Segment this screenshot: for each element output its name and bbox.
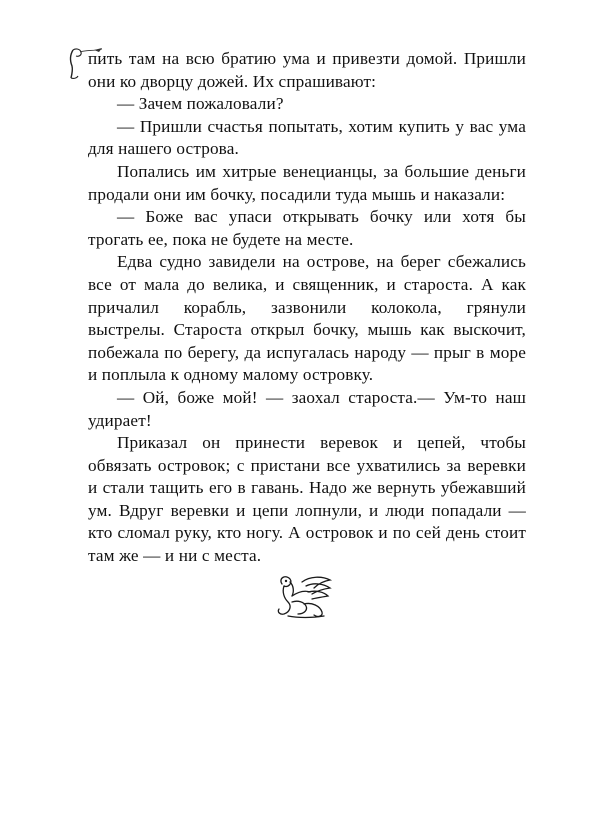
paragraph: пить там на всю братию ума и привезти домой. Пришли они ко дворцу дожей. Их спрашивают: <box>88 49 526 91</box>
paragraph: — Ой, боже мой! — заохал староста.— Ум-то наш удирает! <box>88 387 526 430</box>
paragraph: — Боже вас упаси открывать бочку или хотя бы трогать ее, пока не будете на месте. <box>88 207 526 249</box>
paragraph: — Зачем пожаловали? <box>117 94 284 114</box>
winged-sphinx-tailpiece-icon <box>268 572 338 622</box>
paragraph: Попались им хитрые венецианцы, за большие деньги продали они им бочку, посадили туда мышь и наказали: <box>88 161 526 204</box>
story-text <box>88 48 526 568</box>
paragraph: Едва судно завидели на острове, на берег сбежались все от мала до велика, и священник, и староста. А как причалил корабль, зазвонили колокола, грянули выстрелы. Староста открыл бочку, мышь как выскочит, побежала по берегу, да испугалась народу — прыг в море и поплыла к одному малому островку. <box>88 252 526 385</box>
paragraph: — Пришли счастья попытать, хотим купить у вас ума для нашего острова. <box>88 116 526 159</box>
paragraph: Приказал он принести веревок и цепей, чтобы обвязать островок; с пристани все ухватились за веревки и стали тащить его в гавань. Надо же вернуть убежавший ум. Вдруг веревки и цепи лопнули, и люди попадали — кто сломал руку, кто ногу. А островок и по сей день стоит там же — и ни с места. <box>88 433 526 566</box>
